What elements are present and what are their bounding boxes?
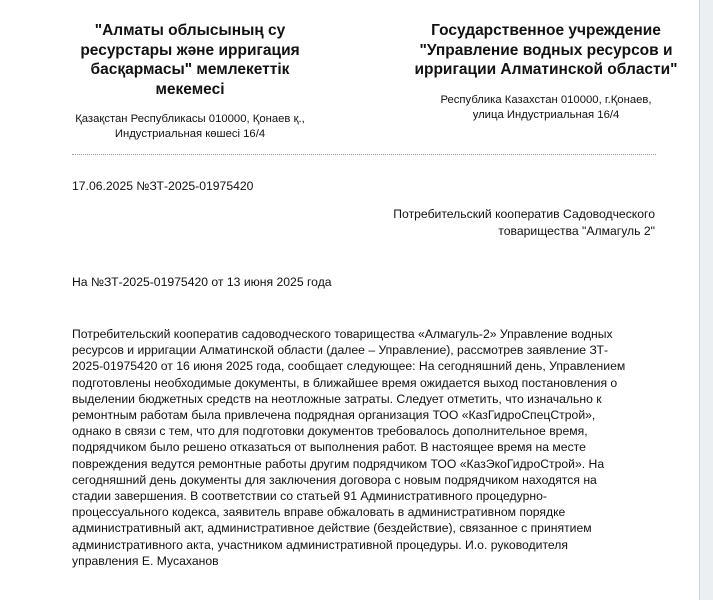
body-line: подрядчиком было решено отказаться от выполнения работ. В настоящее время на месте	[72, 440, 586, 455]
org-name-line: басқармасы" мемлекеттік мекемесі	[90, 61, 290, 98]
body-line: административного акта, участником административной процедуры. И.о. руководителя	[72, 537, 568, 552]
viewer-background	[700, 0, 713, 600]
header-kazakh	[58, 21, 322, 142]
org-name-line: "Алматы облысының су	[94, 22, 286, 39]
org-address-russian	[398, 93, 694, 123]
body-line: Потребительский кооператив садоводческого товарищества «Алмагуль-2» Управление водных	[72, 327, 613, 341]
address-line: Индустриальная көшесі 16/4	[114, 128, 266, 140]
body-line: административный акт, административное действие (бездействие), связанное с принятием	[72, 521, 592, 536]
recipient-block	[360, 206, 655, 239]
body-line: управления Е. Мусаханов	[72, 553, 219, 568]
reply-reference: На №ЗТ-2025-01975420 от 13 июня 2025 года	[72, 275, 332, 289]
body-line: выделении бюджетных средств на неотложные затраты. Следует отметить, что изначально к	[72, 391, 602, 406]
body-line: сегодняшний день документы для заключения договора с новым подрядчиком находятся на	[72, 472, 597, 487]
body-line: повреждения ведутся ремонтные работы другим подрядчиком ТОО «КазЭкоГидроСтрой». На	[72, 456, 605, 471]
body-line: ресурсов и ирригации Алматинской области (далее – Управление), рассмотрев заявление ЗТ-	[72, 343, 609, 358]
address-line: Қазақстан Республикасы 010000, Қонаев қ.,	[75, 113, 305, 125]
address-line: улица Индустриальная 16/4	[472, 108, 620, 121]
recipient-line: Потребительский кооператив Садоводческого	[393, 207, 655, 221]
org-name-line: ирригации Алматинской области"	[414, 61, 678, 78]
org-name-line: "Управление водных ресурсов и	[419, 41, 673, 59]
header-divider	[72, 154, 656, 155]
letter-body	[72, 326, 646, 569]
header-russian	[398, 21, 694, 123]
address-line: Республика Казахстан 010000, г.Қонаев,	[440, 93, 652, 106]
body-line: подготовлены необходимые документы, в ближайшее время ожидается выход постановления о	[72, 375, 618, 390]
body-line: 2025-01975420 от 16 июня 2025 года, сообщает следующее: На сегодняшний день, Управлением	[72, 359, 626, 374]
org-name-russian	[398, 21, 694, 80]
org-name-line: Государственное учреждение	[431, 22, 661, 39]
body-line: однако в связи с тем, что для подготовки документов требовалось дополнительное время,	[72, 424, 588, 439]
outgoing-reference: 17.06.2025 №ЗТ-2025-01975420	[72, 179, 254, 193]
recipient-line: товарищества "Алмагуль 2"	[498, 223, 655, 238]
body-line: стадии завершения. В соответствии со статьей 91 Административного процедурно-	[72, 489, 547, 504]
org-name-line: ресурстары және ирригация	[80, 41, 300, 59]
org-name-kazakh	[58, 21, 322, 99]
body-line: процессуального кодекса, заявитель вправе обжаловать в административном порядке	[72, 505, 566, 520]
body-line: ремонтным работам была привлечена подрядная организация ТОО «КазГидроСпецСтрой»,	[72, 408, 596, 423]
org-address-kazakh	[58, 112, 322, 142]
